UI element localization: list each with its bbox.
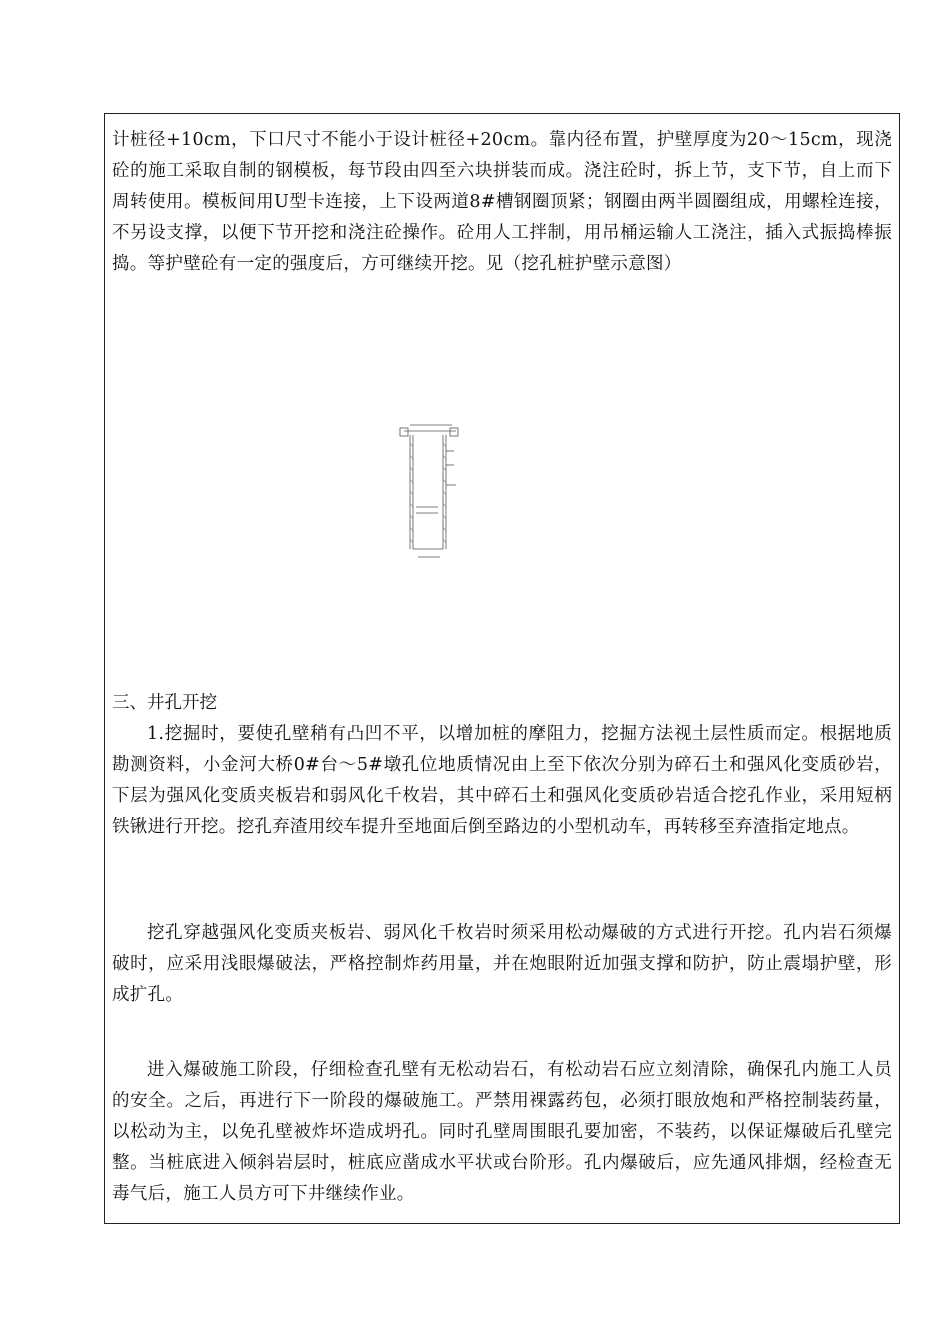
section-heading: 三、井孔开挖	[112, 693, 217, 713]
pile-wall-diagram	[396, 421, 462, 562]
paragraph-safety: 进入爆破施工阶段，仔细检查孔壁有无松动岩石，有松动岩石应立刻清除，确保孔内施工人员的安全。之后，再进行下一阶段的爆破施工。严禁用裸露药包，必须打眼放炮和严格控制装药量，以松动为主，以免孔壁被炸坏造成坍孔。同时孔壁周围眼孔要加密，不装药，以保证爆破后孔壁完整。当桩底进入倾斜岩层时，桩底应凿成水平状或台阶形。孔内爆破后，应先通风排烟，经检查无毒气后，施工人员方可下井继续作业。	[112, 1060, 892, 1204]
paragraph-blasting: 挖孔穿越强风化变质夹板岩、弱风化千枚岩时须采用松动爆破的方式进行开挖。孔内岩石须爆破时，应采用浅眼爆破法，严格控制炸药用量，并在炮眼附近加强支撑和防护，防止震塌护壁，形成扩孔。	[112, 923, 892, 1005]
intro-paragraph: 计桩径+10cm，下口尺寸不能小于设计桩径+20cm。靠内径布置，护壁厚度为20～15cm，现浇砼的施工采取自制的钢模板，每节段由四至六块拼装而成。浇注砼时，拆上节，支下节，自上而下周转使用。模板间用U型卡连接，上下设两道8#槽钢圈顶紧；钢圈由两半圆圈组成，用螺栓连接，不另设支撑，以便下节开挖和浇注砼操作。砼用人工拌制，用吊桶运输人工浇注，插入式振捣棒振捣。等护壁砼有一定的强度后，方可继续开挖。见（挖孔桩护壁示意图）	[112, 130, 892, 274]
paragraph-excavation: 1.挖掘时，要使孔壁稍有凸凹不平，以增加桩的摩阻力，挖掘方法视土层性质而定。根据地质勘测资料，小金河大桥0#台～5#墩孔位地质情况由上至下依次分别为碎石土和强风化变质砂岩，下层为强风化变质夹板岩和弱风化千枚岩，其中碎石土和强风化变质砂岩适合挖孔作业，采用短柄铁锹进行开挖。挖孔弃渣用绞车提升至地面后倒至路边的小型机动车，再转移至弃渣指定地点。	[112, 724, 892, 837]
